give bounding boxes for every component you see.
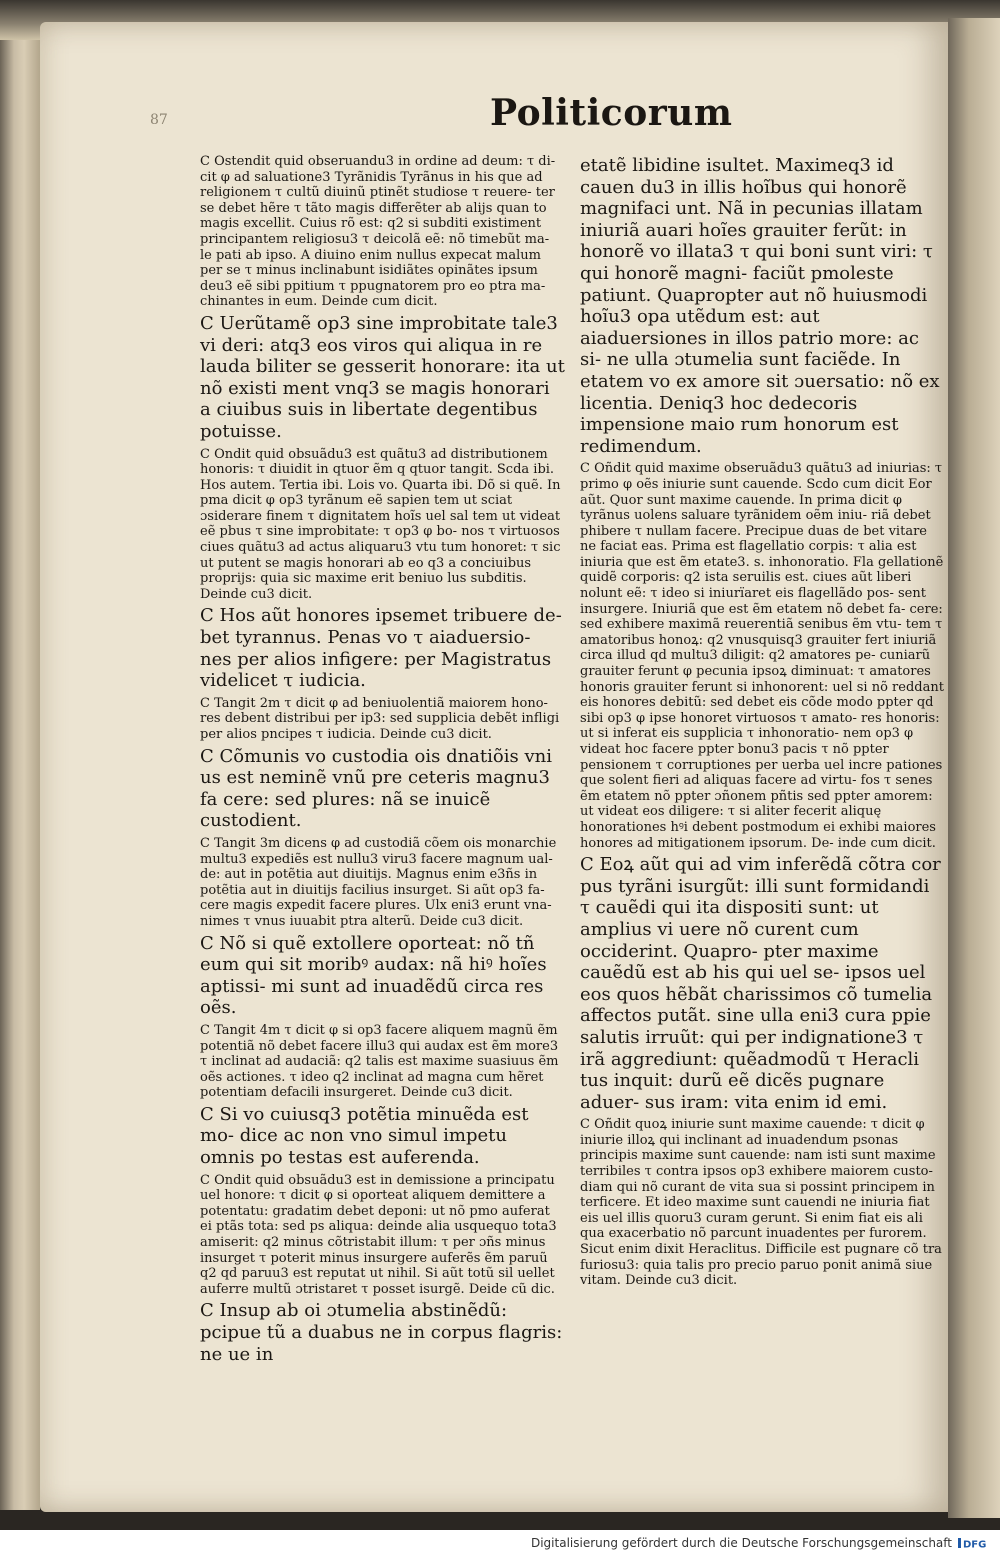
folio-mark: 87: [150, 112, 168, 128]
commentary-paragraph: C Ondit quid obsuãdu3 est in demissione a principatu uel honore: τ dicit φ si oporteat aliquem demittere a potentatu: gradatim debet deponi: ut nõ pmo auferat ei ptãs tota: sed ps aliqua: deinde alia usquequo tota3 amiserit: q2 minus cõtristabit illum: τ per ɔñs minus insurget τ poterit minus insurgere auferẽs ẽm paruũ q2 qd paruu3 est reputat ut nihil. Si aũt totũ sil uellet auferre multũ ɔtristaret τ posset isurgẽ. Deide cũ dic.: [200, 1172, 557, 1297]
main-text-paragraph: C Uerũtamẽ op3 sine improbitate tale3 vi deri: atq3 eos viros qui aliqua in re lauda biliter se gesserit honorare: ita ut nõ existi ment vnq3 se magis honorari a ciuibus suis in libertate degentibus potuisse.: [200, 312, 565, 442]
main-text-paragraph: C Cõmunis vo custodia ois dnatiõis vni us est neminẽ vnũ pre ceteris magnu3 fa cere: sed plures: nã se inuicẽ custodient.: [200, 745, 552, 832]
dfg-logo-mark: [958, 1538, 961, 1548]
commentary-paragraph: C Ondit quid obsuãdu3 est quãtu3 ad distributionem honoris: τ diuidit in qtuor ẽm q qtuor tangit. Scda ibi. Hos autem. Tertia ibi. Lois vo. Quarta ibi. Dõ si quẽ. In pma dicit φ op3 tyrãnum eẽ sapien tem ut sciat ɔsiderare finem τ dignitatem hoĩs uel sal tem ut videat eẽ pbus τ sine improbitate: τ op3 φ bo- nos τ virtuosos ciues quãtu3 ad actus aliquaru3 vtu tum honoret: τ sic ut putent se magis honorari ab eo q3 a conciuibus proprijs: quia sic maxime erit beniuo lus subditis. Deinde cu3 dicit.: [200, 446, 561, 602]
dfg-logo: [958, 1535, 994, 1551]
book-gutter: [948, 18, 1000, 1518]
commentary-paragraph: C Oñdit quoꝝ iniurie sunt maxime cauende: τ dicit φ iniurie illoꝝ qui inclinant ad inuadendum psonas principis maxime sunt cauende: nam isti sunt maxime terribiles τ contra ipsos op3 exhibere maiorem custo- diam qui nõ curant de vita sua si possint principem in terficere. Et ideo maxime sunt cauendi ne iniuria fiat eis uel illis quoru3 curam gerunt. Si enim fiat eis ali qua exacerbatio nõ parcunt inuadentes per furorem. Sicut enim dixit Heraclitus. Difficile est pugnare cõ tra furiosu3: quia talis pro precio paruo ponit animã siue vitam. Deinde cu3 dicit.: [580, 1117, 942, 1289]
footer-credit: Digitalisierung gefördert durch die Deutsche Forschungsgemeinschaft: [530, 1536, 952, 1550]
commentary-paragraph: C Oñdit quid maxime obseruãdu3 quãtu3 ad iniurias: τ primo φ oẽs iniurie sunt cauende. Scdo cum dicit Eor aũt. Quor sunt maxime cauende. In prima dicit φ tyrãnus uolens saluare tyrãnidem oẽm iniu- riã debet phibere τ nullam facere. Precipue duas de bet vitare ne faciat eas. Prima est flagellatio corpis: τ alia est iniuria que est ẽm etate3. s. inhonoratio. Fla gellationẽ quidẽ corporis: q2 ista seruilis est. ciues aũt liberi nolunt eẽ: τ ideo si iniurïaret eis flagellãdo pos- sent insurgere. Iniuriã que est ẽm etatem nõ debet fa- cere: sed exhibere maximã reuerentiã senibus ẽm vtu- tem τ amatoribus honoꝝ: q2 vnusquisq3 grauiter fert iniuriã circa illud qd multu3 diligit: q2 amatores pe- cuniarũ grauiter ferunt φ pecunia ipsoꝝ diminuat: τ amatores honoris grauiter ferunt si inhonorent: uel si nõ reddant eis honores debitũ: sed debet eis cõde modo ppter qd sibi op3 φ ipse honoret virtuosos τ amato- res honoris: ut si inferat eis supplicia τ inhonoratio- nem op3 φ videat hoc facere ppter bonu3 pacis τ nõ ppter pensionem τ corruptiones per uerba uel incre pationes que solent fieri ad aliquas facere ad virtu- fos τ senes ẽm etatem nõ ppter ɔñonem pñtis sed ppter amorem: ut videat eos diligere: τ si aliter fecerit aliquę honorationes hꝰi debent postmodum ei exhibi maiores honores ad mitigationem ipsorum. De- inde cum dicit.: [580, 461, 944, 851]
page-stack-edge: [0, 40, 40, 1510]
left-column: [200, 152, 565, 1369]
main-text-paragraph: C Insup ab oi ɔtumelia abstinẽdũ: pcipue tũ a duabus ne in corpus flagris: ne ue in: [200, 1300, 563, 1365]
dfg-logo-text: DFG: [963, 1539, 987, 1551]
commentary-paragraph: C Ostendit quid obseruandu3 in ordine ad deum: τ di- cit φ ad saluatione3 Tyrãnidis Tyrãnus in his que ad religionem τ cultũ diuinũ ptinẽt studiose τ reuere- ter se debet hẽre τ tãto magis differẽter ab alijs quan to magis excellit. Cuius rõ est: q2 si subditi existiment principantem religiosu3 τ deicolã eẽ: nõ timebũt ma- le pati ab ipso. A diuino enim nullus expecat malum per se τ minus inclinabunt isidiãtes opinãtes ipsum deu3 eẽ sibi ppitium τ ppugnatorem pro eo ptra ma- chinantes in eum. Deinde cum dicit.: [200, 154, 556, 310]
commentary-paragraph: C Tangit 3m dicens φ ad custodiã cõem ois monarchie multu3 expediẽs est nullu3 viru3 facere magnum ual- de: aut in potẽtia aut diuitijs. Magnus enim e3ñs in potẽtia aut in diuitijs facilius insurget. Si aũt op3 fa- cere magis expedit facere plures. Ulx eni3 erunt vna- nimes τ vnus iuuabit ptra alterũ. Deide cu3 dicit.: [200, 835, 557, 929]
running-title: Politicorum: [490, 92, 733, 134]
main-text-paragraph: C Eoꝝ aũt qui ad vim inferẽdã cõtra cor pus tyrãni isurgũt: illi sunt formidandi τ cauẽdi qui ita dispositi sunt: ut amplius vi uere nõ curent cum occiderint. Quapro- pter maxime cauẽdũ est ab his qui uel se- ipsos uel eos quos hẽbãt charissimos cõ tumelia affectos putãt. sine ulla eni3 cura ppie salutis irruũt: qui per indignatione3 τ irã aggrediunt: quẽadmodũ τ Heracli tus inquit: durũ eẽ dicẽs pugnare aduer- sus iram: vita enim id emi.: [580, 854, 941, 1113]
commentary-paragraph: C Tangit 2m τ dicit φ ad beniuolentiã maiorem hono- res debent distribui per ip3: sed supplicia debẽt infligi per alios pncipes τ iudicia. Deinde cu3 dicit.: [200, 695, 560, 742]
main-text-paragraph: C Hos aũt honores ipsemet tribuere de- bet tyrannus. Penas vo τ aiaduersio- nes per alios infigere: per Magistratus videlicet τ iudicia.: [200, 605, 562, 692]
footer-bar: [0, 1530, 1000, 1557]
main-text-paragraph: etatẽ libidine isultet. Maximeq3 id cauen du3 in illis hoĩbus qui honorẽ magnifaci unt. Nã in pecunias illatam iniuriã auari hoĩes grauiter ferũt: in honorẽ vo illata3 τ qui boni sunt viri: τ qui honorẽ magni- faciũt pmoleste patiunt. Quapropter aut nõ huiusmodi hoĩu3 opa utẽdum est: aut aiaduersiones in illos patrio more: ac si- ne ulla ɔtumelia sunt faciẽde. In etatem vo ex amore sit ɔuersatio: nõ ex licentia. Deniq3 hoc dedecoris impensione maio rum honorum est redimendum.: [580, 155, 940, 457]
commentary-paragraph: C Tangit 4m τ dicit φ si op3 facere aliquem magnũ ẽm potentiã nõ debet facere illu3 qui audax est ẽm more3 τ inclinat ad audaciã: q2 talis est maxime suasiuus ẽm oẽs actiones. τ ideo q2 inclinat ad magna cum hẽret potentiam defacili insurgeret. Deinde cu3 dicit.: [200, 1022, 559, 1101]
main-text-paragraph: C Si vo cuiusq3 potẽtia minuẽda est mo- dice ac non vno simul impetu omnis po testas est auferenda.: [200, 1103, 529, 1169]
right-column: [580, 152, 945, 1292]
main-text-paragraph: C Nõ si quẽ extollere oporteat: nõ tñ eum qui sit moribꝰ audax: nã hiꝰ hoĩes aptissi- mi sunt ad inuadẽdũ circa res oẽs.: [200, 932, 547, 1019]
